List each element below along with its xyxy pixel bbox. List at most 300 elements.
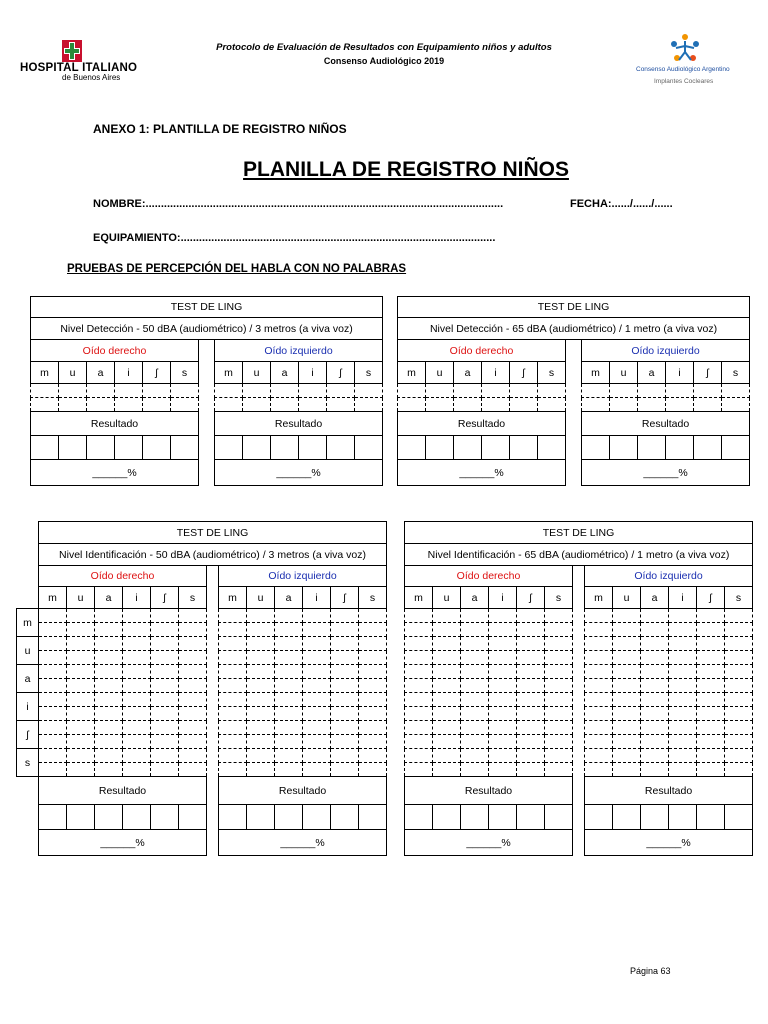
matrix-cell[interactable] (545, 735, 573, 749)
matrix-cell[interactable] (331, 679, 359, 693)
matrix-cell[interactable] (95, 735, 123, 749)
result-cell[interactable] (610, 436, 638, 460)
matrix-cell[interactable] (433, 735, 461, 749)
response-cell[interactable] (694, 398, 722, 412)
matrix-cell[interactable] (613, 665, 641, 679)
matrix-cell[interactable] (725, 637, 753, 651)
matrix-cell[interactable] (331, 665, 359, 679)
percent-field[interactable]: ______% (39, 830, 207, 856)
matrix-cell[interactable] (461, 637, 489, 651)
result-cell[interactable] (725, 805, 753, 830)
matrix-cell[interactable] (545, 721, 573, 735)
matrix-cell[interactable] (67, 763, 95, 777)
matrix-cell[interactable] (461, 679, 489, 693)
matrix-cell[interactable] (405, 679, 433, 693)
matrix-cell[interactable] (405, 637, 433, 651)
matrix-cell[interactable] (641, 693, 669, 707)
matrix-cell[interactable] (489, 665, 517, 679)
matrix-cell[interactable] (725, 665, 753, 679)
matrix-cell[interactable] (151, 651, 179, 665)
matrix-cell[interactable] (151, 679, 179, 693)
matrix-cell[interactable] (517, 623, 545, 637)
matrix-cell[interactable] (545, 707, 573, 721)
matrix-cell[interactable] (585, 651, 613, 665)
matrix-cell[interactable] (613, 721, 641, 735)
matrix-cell[interactable] (613, 763, 641, 777)
response-cell[interactable] (722, 384, 750, 398)
matrix-cell[interactable] (359, 665, 387, 679)
matrix-cell[interactable] (331, 693, 359, 707)
matrix-cell[interactable] (67, 735, 95, 749)
percent-field[interactable]: ______% (219, 830, 387, 856)
matrix-cell[interactable] (725, 721, 753, 735)
matrix-cell[interactable] (39, 735, 67, 749)
matrix-cell[interactable] (123, 707, 151, 721)
matrix-cell[interactable] (123, 679, 151, 693)
result-cell[interactable] (641, 805, 669, 830)
matrix-cell[interactable] (359, 707, 387, 721)
result-cell[interactable] (179, 805, 207, 830)
matrix-cell[interactable] (461, 707, 489, 721)
matrix-cell[interactable] (697, 735, 725, 749)
matrix-cell[interactable] (219, 609, 247, 623)
result-cell[interactable] (275, 805, 303, 830)
result-cell[interactable] (39, 805, 67, 830)
matrix-cell[interactable] (331, 763, 359, 777)
matrix-cell[interactable] (95, 763, 123, 777)
matrix-cell[interactable] (275, 679, 303, 693)
matrix-cell[interactable] (517, 721, 545, 735)
response-cell[interactable] (538, 384, 566, 398)
matrix-cell[interactable] (275, 707, 303, 721)
matrix-cell[interactable] (725, 651, 753, 665)
matrix-cell[interactable] (67, 693, 95, 707)
matrix-cell[interactable] (123, 651, 151, 665)
matrix-cell[interactable] (247, 651, 275, 665)
result-cell[interactable] (694, 436, 722, 460)
matrix-cell[interactable] (433, 623, 461, 637)
matrix-cell[interactable] (303, 763, 331, 777)
matrix-cell[interactable] (545, 749, 573, 763)
matrix-cell[interactable] (275, 609, 303, 623)
matrix-cell[interactable] (123, 693, 151, 707)
matrix-cell[interactable] (433, 693, 461, 707)
response-cell[interactable] (299, 384, 327, 398)
response-cell[interactable] (271, 384, 299, 398)
matrix-cell[interactable] (405, 763, 433, 777)
matrix-cell[interactable] (405, 651, 433, 665)
matrix-cell[interactable] (433, 721, 461, 735)
result-cell[interactable] (355, 436, 383, 460)
response-cell[interactable] (694, 384, 722, 398)
response-cell[interactable] (171, 384, 199, 398)
matrix-cell[interactable] (247, 693, 275, 707)
matrix-cell[interactable] (613, 609, 641, 623)
matrix-cell[interactable] (725, 693, 753, 707)
matrix-cell[interactable] (303, 665, 331, 679)
matrix-cell[interactable] (39, 707, 67, 721)
matrix-cell[interactable] (67, 651, 95, 665)
matrix-cell[interactable] (247, 707, 275, 721)
matrix-cell[interactable] (641, 665, 669, 679)
matrix-cell[interactable] (247, 637, 275, 651)
matrix-cell[interactable] (697, 609, 725, 623)
matrix-cell[interactable] (123, 749, 151, 763)
matrix-cell[interactable] (151, 749, 179, 763)
matrix-cell[interactable] (489, 679, 517, 693)
result-cell[interactable] (219, 805, 247, 830)
matrix-cell[interactable] (641, 707, 669, 721)
response-cell[interactable] (482, 384, 510, 398)
matrix-cell[interactable] (67, 637, 95, 651)
matrix-cell[interactable] (39, 679, 67, 693)
matrix-cell[interactable] (489, 637, 517, 651)
matrix-cell[interactable] (461, 665, 489, 679)
matrix-cell[interactable] (331, 609, 359, 623)
result-cell[interactable] (697, 805, 725, 830)
response-cell[interactable] (426, 384, 454, 398)
matrix-cell[interactable] (95, 637, 123, 651)
response-cell[interactable] (215, 384, 243, 398)
matrix-cell[interactable] (669, 665, 697, 679)
matrix-cell[interactable] (123, 665, 151, 679)
percent-field[interactable]: ______% (215, 460, 383, 486)
matrix-cell[interactable] (275, 623, 303, 637)
result-cell[interactable] (59, 436, 87, 460)
matrix-cell[interactable] (359, 679, 387, 693)
matrix-cell[interactable] (123, 637, 151, 651)
response-cell[interactable] (454, 384, 482, 398)
matrix-cell[interactable] (545, 693, 573, 707)
matrix-cell[interactable] (247, 749, 275, 763)
matrix-cell[interactable] (725, 735, 753, 749)
matrix-cell[interactable] (331, 749, 359, 763)
matrix-cell[interactable] (669, 707, 697, 721)
result-cell[interactable] (582, 436, 610, 460)
matrix-cell[interactable] (613, 679, 641, 693)
matrix-cell[interactable] (67, 623, 95, 637)
matrix-cell[interactable] (433, 707, 461, 721)
matrix-cell[interactable] (275, 763, 303, 777)
matrix-cell[interactable] (585, 693, 613, 707)
matrix-cell[interactable] (151, 609, 179, 623)
matrix-cell[interactable] (359, 735, 387, 749)
result-cell[interactable] (510, 436, 538, 460)
matrix-cell[interactable] (489, 749, 517, 763)
result-cell[interactable] (585, 805, 613, 830)
matrix-cell[interactable] (151, 665, 179, 679)
matrix-cell[interactable] (331, 623, 359, 637)
response-cell[interactable] (87, 384, 115, 398)
result-cell[interactable] (426, 436, 454, 460)
matrix-cell[interactable] (67, 721, 95, 735)
matrix-cell[interactable] (405, 693, 433, 707)
matrix-cell[interactable] (669, 623, 697, 637)
matrix-cell[interactable] (697, 623, 725, 637)
matrix-cell[interactable] (405, 707, 433, 721)
equipamiento-field[interactable]: EQUIPAMIENTO:....................................................................................................... (93, 232, 496, 244)
matrix-cell[interactable] (613, 693, 641, 707)
matrix-cell[interactable] (359, 609, 387, 623)
matrix-cell[interactable] (405, 735, 433, 749)
response-cell[interactable] (610, 384, 638, 398)
response-cell[interactable] (355, 384, 383, 398)
matrix-cell[interactable] (613, 637, 641, 651)
matrix-cell[interactable] (641, 623, 669, 637)
matrix-cell[interactable] (585, 637, 613, 651)
matrix-cell[interactable] (433, 609, 461, 623)
matrix-cell[interactable] (613, 749, 641, 763)
result-cell[interactable] (669, 805, 697, 830)
matrix-cell[interactable] (331, 637, 359, 651)
response-cell[interactable] (638, 398, 666, 412)
result-cell[interactable] (243, 436, 271, 460)
result-cell[interactable] (327, 436, 355, 460)
response-cell[interactable] (582, 398, 610, 412)
matrix-cell[interactable] (275, 651, 303, 665)
matrix-cell[interactable] (151, 707, 179, 721)
matrix-cell[interactable] (219, 735, 247, 749)
matrix-cell[interactable] (489, 763, 517, 777)
result-cell[interactable] (303, 805, 331, 830)
matrix-cell[interactable] (179, 693, 207, 707)
response-cell[interactable] (638, 384, 666, 398)
matrix-cell[interactable] (39, 651, 67, 665)
matrix-cell[interactable] (697, 679, 725, 693)
matrix-cell[interactable] (151, 735, 179, 749)
matrix-cell[interactable] (359, 763, 387, 777)
matrix-cell[interactable] (123, 609, 151, 623)
matrix-cell[interactable] (613, 707, 641, 721)
response-cell[interactable] (510, 398, 538, 412)
matrix-cell[interactable] (461, 651, 489, 665)
matrix-cell[interactable] (39, 749, 67, 763)
matrix-cell[interactable] (95, 679, 123, 693)
response-cell[interactable] (87, 398, 115, 412)
matrix-cell[interactable] (585, 609, 613, 623)
response-cell[interactable] (59, 384, 87, 398)
matrix-cell[interactable] (39, 693, 67, 707)
result-cell[interactable] (722, 436, 750, 460)
matrix-cell[interactable] (219, 749, 247, 763)
matrix-cell[interactable] (95, 707, 123, 721)
matrix-cell[interactable] (275, 665, 303, 679)
matrix-cell[interactable] (641, 609, 669, 623)
result-cell[interactable] (638, 436, 666, 460)
matrix-cell[interactable] (641, 735, 669, 749)
matrix-cell[interactable] (697, 693, 725, 707)
matrix-cell[interactable] (545, 665, 573, 679)
matrix-cell[interactable] (725, 609, 753, 623)
matrix-cell[interactable] (359, 651, 387, 665)
matrix-cell[interactable] (405, 721, 433, 735)
matrix-cell[interactable] (219, 763, 247, 777)
matrix-cell[interactable] (669, 721, 697, 735)
matrix-cell[interactable] (275, 721, 303, 735)
matrix-cell[interactable] (179, 707, 207, 721)
matrix-cell[interactable] (247, 721, 275, 735)
result-cell[interactable] (433, 805, 461, 830)
response-cell[interactable] (243, 398, 271, 412)
matrix-cell[interactable] (67, 749, 95, 763)
matrix-cell[interactable] (489, 721, 517, 735)
matrix-cell[interactable] (725, 623, 753, 637)
response-cell[interactable] (327, 384, 355, 398)
matrix-cell[interactable] (545, 679, 573, 693)
matrix-cell[interactable] (585, 707, 613, 721)
matrix-cell[interactable] (179, 665, 207, 679)
response-cell[interactable] (59, 398, 87, 412)
matrix-cell[interactable] (247, 735, 275, 749)
matrix-cell[interactable] (67, 665, 95, 679)
matrix-cell[interactable] (95, 665, 123, 679)
result-cell[interactable] (461, 805, 489, 830)
result-cell[interactable] (398, 436, 426, 460)
matrix-cell[interactable] (179, 735, 207, 749)
matrix-cell[interactable] (641, 651, 669, 665)
result-cell[interactable] (331, 805, 359, 830)
matrix-cell[interactable] (697, 763, 725, 777)
matrix-cell[interactable] (179, 651, 207, 665)
matrix-cell[interactable] (95, 693, 123, 707)
matrix-cell[interactable] (123, 735, 151, 749)
response-cell[interactable] (327, 398, 355, 412)
result-cell[interactable] (67, 805, 95, 830)
matrix-cell[interactable] (613, 651, 641, 665)
matrix-cell[interactable] (725, 679, 753, 693)
matrix-cell[interactable] (489, 735, 517, 749)
matrix-cell[interactable] (585, 679, 613, 693)
matrix-cell[interactable] (179, 679, 207, 693)
matrix-cell[interactable] (247, 623, 275, 637)
result-cell[interactable] (517, 805, 545, 830)
response-cell[interactable] (299, 398, 327, 412)
matrix-cell[interactable] (123, 763, 151, 777)
matrix-cell[interactable] (179, 749, 207, 763)
matrix-cell[interactable] (405, 665, 433, 679)
matrix-cell[interactable] (697, 651, 725, 665)
matrix-cell[interactable] (585, 763, 613, 777)
result-cell[interactable] (215, 436, 243, 460)
response-cell[interactable] (143, 398, 171, 412)
matrix-cell[interactable] (303, 609, 331, 623)
matrix-cell[interactable] (585, 665, 613, 679)
nombre-field[interactable]: NOMBRE:..................................................................................................................... (93, 198, 504, 210)
result-cell[interactable] (143, 436, 171, 460)
matrix-cell[interactable] (669, 609, 697, 623)
matrix-cell[interactable] (433, 749, 461, 763)
matrix-cell[interactable] (461, 763, 489, 777)
matrix-cell[interactable] (179, 763, 207, 777)
response-cell[interactable] (666, 384, 694, 398)
matrix-cell[interactable] (359, 623, 387, 637)
matrix-cell[interactable] (303, 679, 331, 693)
matrix-cell[interactable] (67, 707, 95, 721)
matrix-cell[interactable] (39, 637, 67, 651)
matrix-cell[interactable] (585, 735, 613, 749)
matrix-cell[interactable] (275, 735, 303, 749)
matrix-cell[interactable] (95, 749, 123, 763)
matrix-cell[interactable] (303, 637, 331, 651)
response-cell[interactable] (610, 398, 638, 412)
matrix-cell[interactable] (433, 637, 461, 651)
matrix-cell[interactable] (67, 609, 95, 623)
result-cell[interactable] (489, 805, 517, 830)
matrix-cell[interactable] (669, 637, 697, 651)
matrix-cell[interactable] (247, 665, 275, 679)
matrix-cell[interactable] (613, 623, 641, 637)
matrix-cell[interactable] (725, 763, 753, 777)
matrix-cell[interactable] (67, 679, 95, 693)
matrix-cell[interactable] (219, 707, 247, 721)
matrix-cell[interactable] (179, 721, 207, 735)
matrix-cell[interactable] (725, 707, 753, 721)
matrix-cell[interactable] (461, 749, 489, 763)
percent-field[interactable]: ______% (585, 830, 753, 856)
matrix-cell[interactable] (517, 749, 545, 763)
matrix-cell[interactable] (433, 679, 461, 693)
matrix-cell[interactable] (641, 637, 669, 651)
response-cell[interactable] (115, 398, 143, 412)
matrix-cell[interactable] (95, 623, 123, 637)
matrix-cell[interactable] (461, 623, 489, 637)
matrix-cell[interactable] (151, 721, 179, 735)
matrix-cell[interactable] (275, 749, 303, 763)
matrix-cell[interactable] (219, 665, 247, 679)
matrix-cell[interactable] (461, 735, 489, 749)
response-cell[interactable] (426, 398, 454, 412)
response-cell[interactable] (243, 384, 271, 398)
matrix-cell[interactable] (669, 651, 697, 665)
matrix-cell[interactable] (545, 609, 573, 623)
matrix-cell[interactable] (219, 679, 247, 693)
matrix-cell[interactable] (517, 693, 545, 707)
matrix-cell[interactable] (219, 651, 247, 665)
response-cell[interactable] (31, 384, 59, 398)
matrix-cell[interactable] (697, 665, 725, 679)
result-cell[interactable] (613, 805, 641, 830)
matrix-cell[interactable] (247, 679, 275, 693)
fecha-field[interactable]: FECHA:....../....../...... (570, 198, 673, 210)
matrix-cell[interactable] (489, 707, 517, 721)
matrix-cell[interactable] (517, 679, 545, 693)
percent-field[interactable]: ______% (31, 460, 199, 486)
matrix-cell[interactable] (461, 693, 489, 707)
response-cell[interactable] (215, 398, 243, 412)
result-cell[interactable] (666, 436, 694, 460)
result-cell[interactable] (482, 436, 510, 460)
result-cell[interactable] (171, 436, 199, 460)
matrix-cell[interactable] (517, 609, 545, 623)
matrix-cell[interactable] (331, 735, 359, 749)
result-cell[interactable] (31, 436, 59, 460)
matrix-cell[interactable] (39, 763, 67, 777)
matrix-cell[interactable] (669, 749, 697, 763)
matrix-cell[interactable] (331, 707, 359, 721)
matrix-cell[interactable] (151, 637, 179, 651)
matrix-cell[interactable] (95, 609, 123, 623)
matrix-cell[interactable] (585, 623, 613, 637)
response-cell[interactable] (538, 398, 566, 412)
matrix-cell[interactable] (433, 651, 461, 665)
response-cell[interactable] (510, 384, 538, 398)
matrix-cell[interactable] (641, 721, 669, 735)
matrix-cell[interactable] (517, 707, 545, 721)
response-cell[interactable] (722, 398, 750, 412)
matrix-cell[interactable] (697, 749, 725, 763)
response-cell[interactable] (454, 398, 482, 412)
matrix-cell[interactable] (303, 651, 331, 665)
